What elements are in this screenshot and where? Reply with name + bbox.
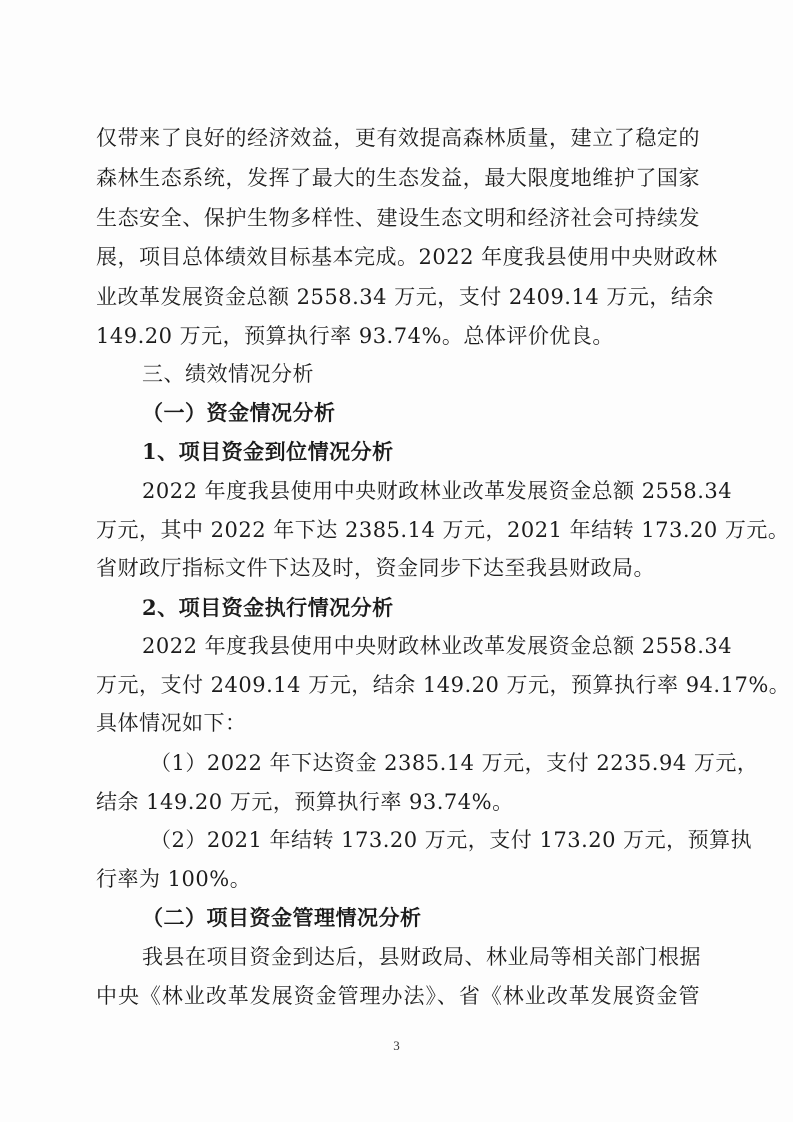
subsection-heading: （二）项目资金管理情况分析 [142, 905, 422, 930]
body-text-line: 2022 年度我县使用中央财政林业改革发展资金总额 2558.34 [142, 479, 733, 503]
section-heading: 三、绩效情况分析 [142, 362, 314, 386]
subsubsection-heading: 2、项目资金执行情况分析 [142, 595, 394, 620]
list-item-line: （1）2022 年下达资金 2385.14 万元，支付 2235.94 万元， [150, 751, 759, 775]
list-item-line: 行率为 100%。 [96, 867, 252, 891]
subsubsection-heading: 1、项目资金到位情况分析 [142, 439, 394, 464]
body-text-line: 森林生态系统，发挥了最大的生态发益，最大限度地维护了国家 [96, 166, 700, 190]
body-text-line: 149.20 万元，预算执行率 93.74%。总体评价优良。 [96, 324, 614, 348]
body-text-line: 业改革发展资金总额 2558.34 万元，支付 2409.14 万元，结余 [96, 285, 714, 309]
body-text-line: 具体情况如下： [96, 711, 247, 735]
body-text-line: 仅带来了良好的经济效益，更有效提高森林质量，建立了稳定的 [96, 126, 700, 150]
list-item-line: （2）2021 年结转 173.20 万元，支付 173.20 万元，预算执 [150, 828, 753, 852]
list-item-line: 结余 149.20 万元，预算执行率 93.74%。 [96, 790, 514, 814]
body-text-line: 中央《林业改革发展资金管理办法》、省《林业改革发展资金管 [96, 984, 700, 1008]
body-text-line: 2022 年度我县使用中央财政林业改革发展资金总额 2558.34 [142, 634, 733, 658]
body-text-line: 展，项目总体绩效目标基本完成。2022 年度我县使用中央财政林 [96, 245, 718, 269]
body-text-line: 省财政厅指标文件下达及时，资金同步下达至我县财政局。 [96, 556, 655, 580]
body-text-line: 我县在项目资金到达后，县财政局、林业局等相关部门根据 [142, 945, 701, 969]
body-text-line: 万元，其中 2022 年下达 2385.14 万元，2021 年结转 173.20 万元。 [96, 518, 790, 542]
body-text-line: 万元，支付 2409.14 万元，结余 149.20 万元，预算执行率 94.17%。 [96, 673, 791, 697]
subsection-heading: （一）资金情况分析 [142, 400, 336, 425]
body-text-line: 生态安全、保护生物多样性、建设生态文明和经济社会可持续发 [96, 206, 700, 230]
page-number: 3 [393, 1038, 400, 1053]
